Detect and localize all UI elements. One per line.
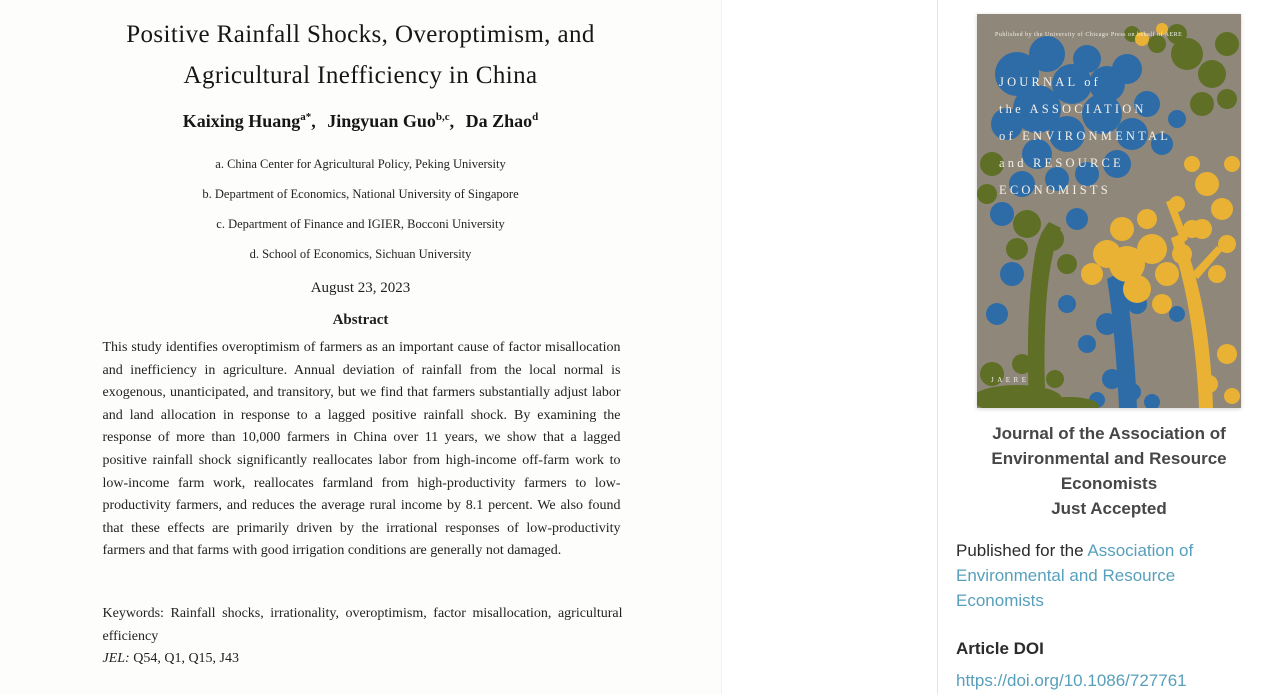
affiliation-a: a. China Center for Agricultural Policy, Peking University — [215, 157, 506, 171]
paper-title-line-2: Agricultural Inefficiency in China — [183, 62, 538, 89]
cover-title-line-1: JOURNAL of — [999, 75, 1102, 89]
published-for-line — [956, 538, 1228, 613]
author: Da Zhao$^d$ — [465, 111, 539, 131]
affiliation-d: d. School of Economics, Sichuan University — [249, 247, 472, 261]
paper-content — [21, 14, 701, 671]
author-affiliation-marker: d — [532, 111, 539, 123]
paper-date: August 23, 2023 — [310, 280, 411, 296]
cover-title-line-5: ECONOMISTS — [999, 183, 1111, 197]
journal-name: Journal of the Association of Environmental and Resource Economists — [991, 424, 1227, 493]
keywords-line — [103, 603, 623, 648]
paper-title-line-1: Positive Rainfall Shocks, Overoptimism, and — [126, 21, 595, 48]
cover-jaere-label: JAERE — [991, 376, 1030, 384]
author: Kaixing Huang$^{a*}$ — [182, 111, 312, 131]
journal-cover-art — [977, 14, 1241, 408]
doi-link[interactable]: https://doi.org/10.1086/727761 — [956, 671, 1187, 690]
author-separator: , — [311, 111, 316, 131]
cover-title-line-4: and RESOURCE — [999, 156, 1124, 170]
jel-codes: Q54, Q1, Q15, J43 — [129, 651, 239, 667]
journal-cover[interactable] — [977, 14, 1241, 408]
affiliation-list — [21, 149, 701, 269]
abstract-text: This study identifies overoptimism of farmers as an important cause of factor misallocation and inefficiency in agriculture. Annual deviation of rainfall from the local normal is exogenous, unanticipated, and transitory, but we find that farmers substantially adjust labor and land allocation in response to a lagged positive rainfall shock. By examining the response of more than 10,000 farmers in China over 11 years, we show that a lagged positive rainfall shock significantly reallocates labor from high-income off-farm work to low-income farm work, reallocates farmland from high-productivity farmers to low-productivity farmers, and reduces the average rural income by 8.1 percent. We also found that these effects are primarily driven by the irrational responses of low-productivity farmers and that farms with good irrigation conditions are generally not damaged. — [102, 340, 621, 559]
journal-status-badge: Just Accepted — [1051, 499, 1167, 518]
affiliation-c: c. Department of Finance and IGIER, Bocconi University — [216, 217, 505, 231]
journal-info-sidebar — [937, 0, 1280, 694]
paper-title — [21, 14, 701, 96]
keywords-label: Keywords: — [102, 605, 164, 621]
cover-publisher-line: Published by the University of Chicago Press on behalf of AERE — [995, 32, 1183, 38]
author-separator: , — [449, 111, 455, 131]
author-list — [21, 111, 701, 132]
author-affiliation-marker: a* — [300, 111, 312, 123]
author-affiliation-marker: b,c — [435, 111, 450, 123]
jel-line — [103, 648, 623, 671]
cover-title-line-2: the ASSOCIATION — [999, 102, 1147, 116]
cover-title-line-3: of ENVIRONMENTAL — [999, 129, 1172, 143]
keywords-text: Rainfall shocks, irrationality, overoptimism, factor misallocation, agricultural efficiency — [102, 605, 623, 644]
published-for-prefix: Published for the — [956, 541, 1088, 560]
abstract-heading: Abstract — [332, 312, 389, 328]
publisher-link[interactable]: Association of Environmental and Resource Economists — [956, 541, 1194, 610]
article-doi-label: Article DOI — [956, 639, 1044, 658]
author: Jingyuan Guo$^{b,c}$ — [327, 111, 450, 131]
jel-label: JEL: — [102, 651, 130, 667]
affiliation-b: b. Department of Economics, National University of Singapore — [202, 187, 519, 201]
